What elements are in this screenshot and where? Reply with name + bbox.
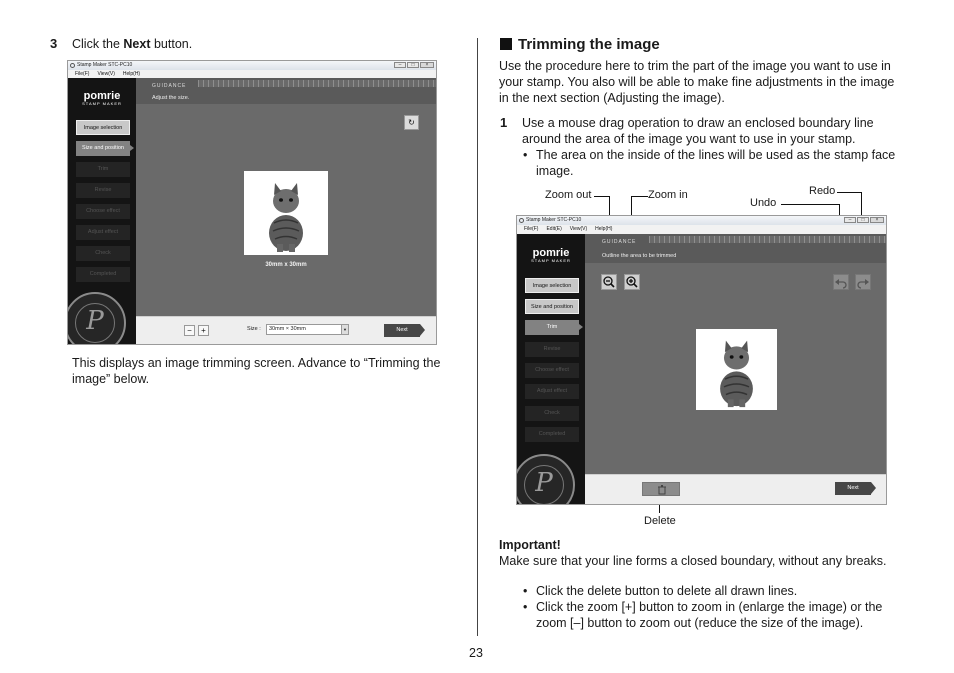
brand-logo: pomrie STAMP MAKER: [82, 90, 122, 106]
menu-bar: [517, 225, 886, 234]
menu-view[interactable]: View(V): [97, 71, 115, 77]
bottom-toolbar: [136, 316, 437, 345]
size-caption: 30mm x 30mm: [265, 262, 307, 268]
nav-image-selection[interactable]: Image selection: [525, 278, 579, 293]
nav-adjust-effect: Adjust effect: [525, 384, 579, 399]
enlarge-button[interactable]: +: [198, 325, 209, 336]
stamp-seal-icon: P: [67, 292, 126, 345]
guidance-header: GUIDANCE Outline the area to be trimmed: [585, 234, 887, 263]
brand-logo: pomrie STAMP MAKER: [531, 247, 571, 263]
nav-size-and-position[interactable]: Size and position: [76, 141, 130, 156]
bullet-area-line-1: • The area on the inside of the lines will be used as the stamp face: [536, 147, 895, 163]
stamp-seal-icon: P: [516, 454, 575, 505]
next-button[interactable]: Next: [835, 482, 871, 495]
callout-zoom-in: Zoom in: [648, 189, 688, 201]
cat-photo: [696, 329, 777, 410]
sidebar: [68, 78, 136, 345]
menu-help[interactable]: Help(H): [122, 71, 141, 77]
page-number: 23: [469, 646, 483, 660]
image-canvas[interactable]: [136, 104, 437, 316]
minimize-icon[interactable]: –: [394, 62, 406, 68]
callout-delete: Delete: [644, 515, 676, 527]
zoom-out-button[interactable]: [601, 274, 617, 290]
desc-line-2: image” below.: [72, 372, 150, 386]
heading-square-icon: [500, 38, 512, 50]
trim-canvas[interactable]: [585, 263, 887, 474]
menu-view[interactable]: View(V): [569, 226, 588, 232]
zoom-out-icon: [602, 275, 616, 289]
menu-help[interactable]: Help(H): [595, 226, 613, 232]
callout-undo: Undo: [750, 197, 777, 209]
callout-redo: Redo: [809, 185, 836, 197]
chevron-down-icon: ▼: [341, 325, 348, 334]
step-1-line-1: Use a mouse drag operation to draw an enclosed boundary line: [522, 116, 874, 130]
intro-line-3: in the next section (Adjusting the image).: [499, 91, 725, 105]
window-titlebar: Stamp Maker STC-PC10 – □ ×: [517, 216, 886, 225]
step-1-line-2: around the area of the image you want to use in your stamp.: [522, 132, 856, 146]
nav-adjust-effect: Adjust effect: [76, 225, 130, 240]
nav-trim: Trim: [76, 162, 130, 177]
nav-choose-effect: Choose effect: [76, 204, 130, 219]
trash-icon: [643, 483, 681, 497]
nav-revise: Revise: [76, 183, 130, 198]
nav-image-selection[interactable]: Image selection: [76, 120, 130, 135]
nav-check: Check: [76, 246, 130, 261]
step-1-number: 1: [500, 115, 508, 130]
zoom-in-icon: [625, 275, 639, 289]
app-icon: [70, 63, 75, 68]
zoom-in-button[interactable]: [624, 274, 640, 290]
cat-photo: [244, 171, 328, 255]
desc-line-1: This displays an image trimming screen. Advance to “Trimming the: [72, 356, 441, 370]
cat-image-icon: [244, 171, 328, 255]
nav-revise: Revise: [525, 342, 579, 357]
next-button[interactable]: Next: [384, 324, 420, 337]
app-window-size-position: [67, 60, 437, 345]
redo-icon: [856, 275, 870, 289]
bottom-toolbar: [585, 474, 887, 505]
bullet-delete: • Click the delete button to delete all drawn lines.: [536, 583, 797, 599]
important-text: Make sure that your line forms a closed boundary, without any breaks.: [499, 554, 887, 568]
minimize-icon[interactable]: –: [844, 217, 856, 223]
callout-zoom-out: Zoom out: [545, 189, 592, 201]
guidance-header: GUIDANCE Adjust the size.: [136, 78, 437, 104]
undo-button[interactable]: [833, 274, 849, 290]
cat-image-icon: [696, 329, 777, 410]
bullet-zoom-line-1: • Click the zoom [+] button to zoom in (enlarge the image) or the: [536, 599, 882, 615]
maximize-icon[interactable]: □: [857, 217, 869, 223]
app-window-trim: [516, 215, 887, 505]
nav-trim[interactable]: Trim: [525, 320, 579, 335]
undo-icon: [834, 275, 848, 289]
intro-line-2: your stamp. You also will be able to make fine adjustments in the image: [499, 75, 895, 89]
menu-bar: [68, 70, 436, 78]
nav-choose-effect: Choose effect: [525, 363, 579, 378]
maximize-icon[interactable]: □: [407, 62, 419, 68]
sidebar: [517, 234, 585, 505]
nav-completed: Completed: [76, 267, 130, 282]
menu-file[interactable]: File(F): [524, 226, 539, 232]
redo-button[interactable]: [855, 274, 871, 290]
leader-zoom-in: [631, 196, 648, 197]
size-label: Size :: [247, 326, 261, 332]
menu-edit[interactable]: Edit(E): [546, 226, 562, 232]
nav-completed: Completed: [525, 427, 579, 442]
step-text: Click the Next button.: [72, 37, 193, 51]
menu-file[interactable]: File(F): [75, 71, 90, 77]
nav-check: Check: [525, 406, 579, 421]
leader-zoom-out: [594, 196, 610, 197]
close-icon[interactable]: ×: [870, 217, 884, 223]
reset-icon[interactable]: ↻: [404, 115, 419, 130]
intro-line-1: Use the procedure here to trim the part of the image you want to use in: [499, 59, 891, 73]
delete-button[interactable]: [642, 482, 680, 496]
bullet-zoom-line-2: zoom [–] button to zoom out (reduce the size of the image).: [536, 616, 864, 630]
section-heading: Trimming the image: [518, 36, 660, 53]
size-select[interactable]: 30mm × 30mm ▼: [266, 324, 349, 335]
bullet-area-line-2: image.: [536, 164, 574, 178]
shrink-button[interactable]: −: [184, 325, 195, 336]
leader-redo: [837, 192, 862, 193]
step-number: 3: [50, 36, 58, 51]
window-titlebar: Stamp Maker STC-PC10 – □ ×: [68, 61, 436, 70]
column-divider: [477, 38, 478, 636]
app-icon: [519, 218, 524, 223]
close-icon[interactable]: ×: [420, 62, 434, 68]
important-title: Important!: [499, 538, 561, 552]
leader-undo: [781, 204, 840, 205]
nav-size-and-position[interactable]: Size and position: [525, 299, 579, 314]
